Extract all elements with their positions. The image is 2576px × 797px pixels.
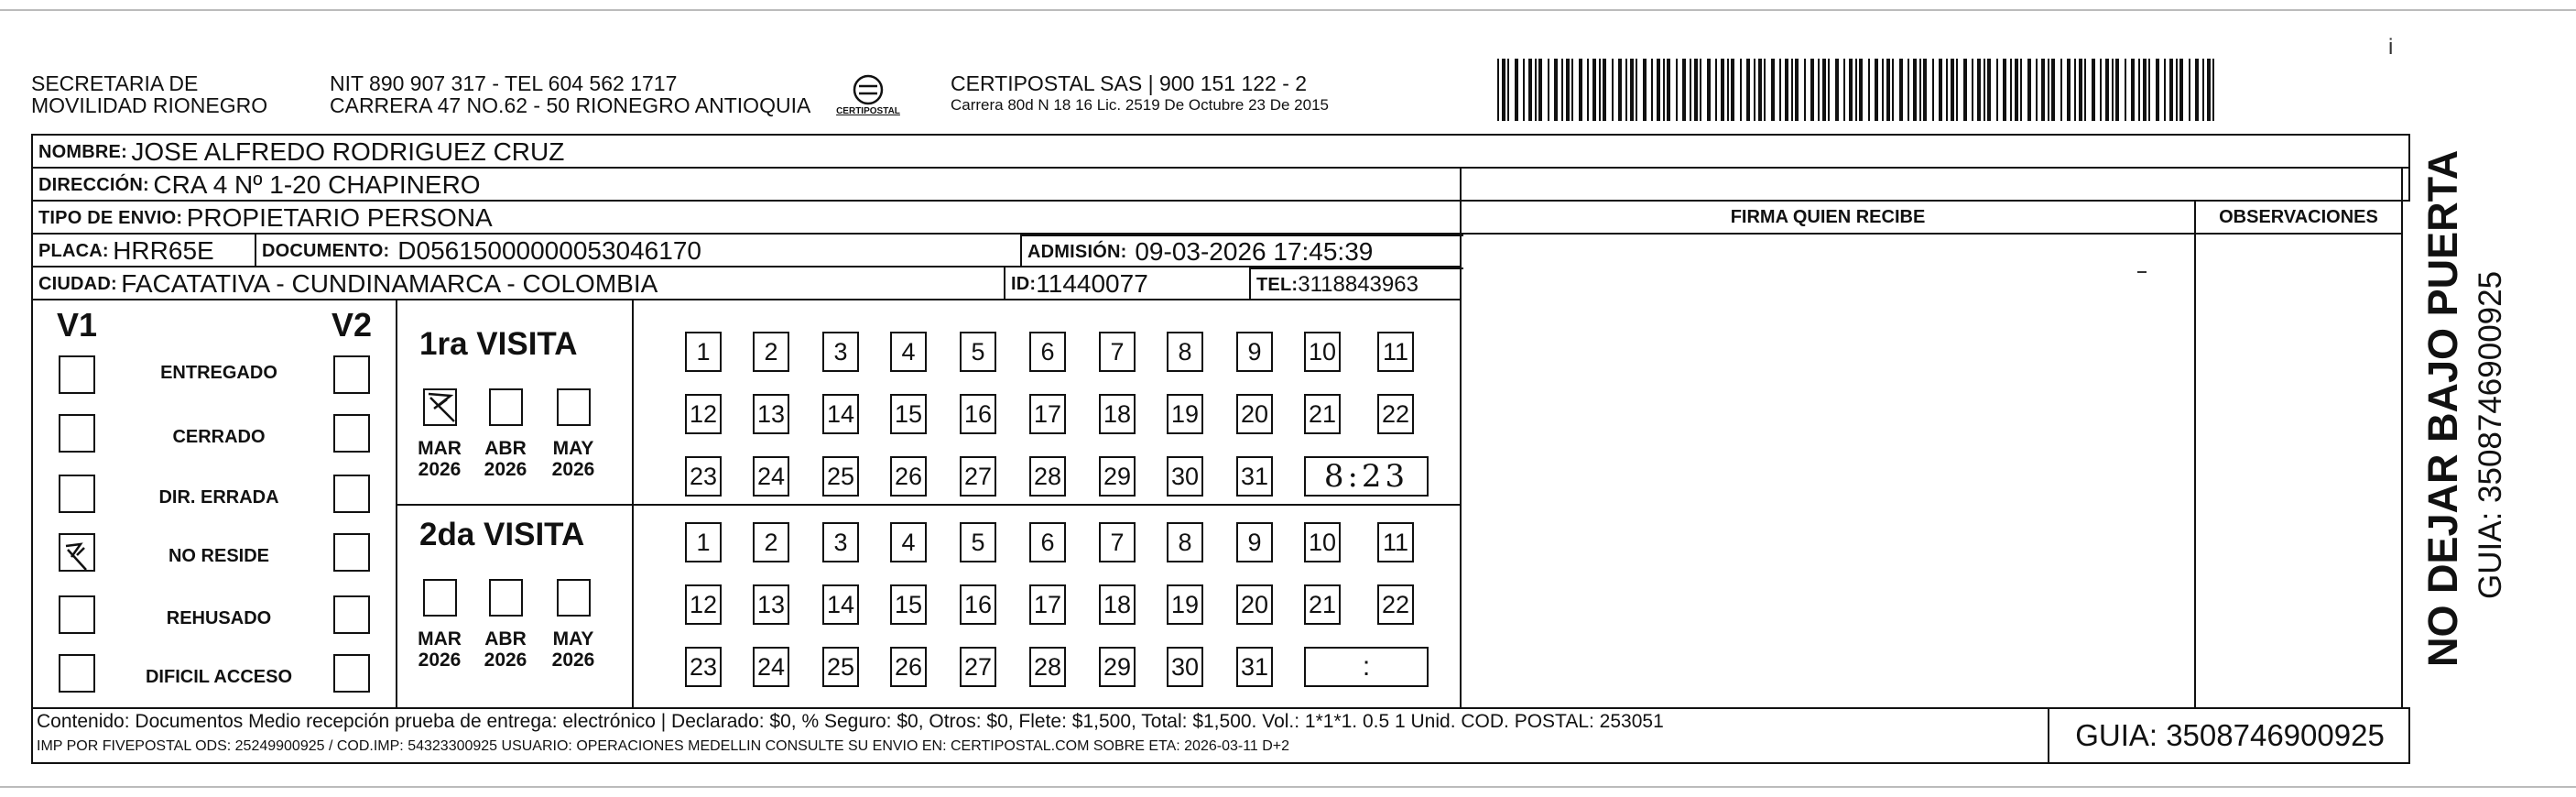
barcode-bar bbox=[1694, 59, 1698, 121]
visit1-day-box[interactable]: 13 bbox=[753, 394, 789, 434]
handwritten-check-mar-visit1 bbox=[423, 388, 460, 427]
visit2-time-box[interactable]: : bbox=[1304, 647, 1429, 687]
nombre-row bbox=[31, 136, 2410, 169]
documento-cell bbox=[255, 235, 1020, 267]
month-year: 2026 bbox=[551, 459, 595, 480]
visit2-day-box[interactable]: 11 bbox=[1377, 522, 1414, 562]
barcode-bar bbox=[1561, 59, 1563, 121]
barcode-bar bbox=[2176, 59, 2178, 121]
visit1-day-box[interactable]: 31 bbox=[1236, 456, 1273, 497]
barcode-bar bbox=[1804, 59, 1806, 121]
barcode-bar bbox=[2195, 59, 2199, 121]
barcode-bar bbox=[1599, 59, 1601, 121]
visit2-day-box[interactable]: 27 bbox=[960, 647, 996, 687]
ciudad-label: CIUDAD: bbox=[38, 273, 117, 294]
visit1-day-box[interactable]: 18 bbox=[1099, 394, 1136, 434]
bottom-edge-line bbox=[0, 786, 2576, 788]
barcode-bar bbox=[2131, 59, 2135, 121]
barcode-bar bbox=[1731, 59, 1734, 121]
barcode-bar bbox=[1636, 59, 1637, 121]
visit2-day-box[interactable]: 28 bbox=[1029, 647, 1066, 687]
barcode-bar bbox=[2027, 59, 2031, 121]
ciudad-cell bbox=[33, 267, 1004, 300]
visit2-day-box[interactable]: 8 bbox=[1167, 522, 1203, 562]
visit2-day-box[interactable]: 9 bbox=[1236, 522, 1273, 562]
certipostal-logo bbox=[831, 73, 905, 121]
barcode-bar bbox=[2036, 59, 2038, 121]
visit2-day-box[interactable]: 4 bbox=[890, 522, 927, 562]
visit-month-divider bbox=[632, 300, 634, 707]
visit1-day-box[interactable]: 5 bbox=[960, 332, 996, 372]
side-warning-text: NO DEJAR BAJO PUERTA bbox=[2419, 149, 2466, 667]
barcode-bar bbox=[1828, 59, 1830, 121]
visit1-day-box[interactable]: 8 bbox=[1167, 332, 1203, 372]
visit1-month-checkbox[interactable] bbox=[557, 388, 591, 426]
barcode-bar bbox=[1715, 59, 1717, 121]
status-v2-checkbox[interactable] bbox=[333, 654, 370, 693]
barcode-bar bbox=[1571, 59, 1573, 121]
barcode-bar bbox=[1612, 59, 1614, 121]
visit1-day-box[interactable]: 9 bbox=[1236, 332, 1273, 372]
visit1-day-box[interactable]: 19 bbox=[1167, 394, 1203, 434]
month-year: 2026 bbox=[551, 650, 595, 671]
visit2-day-box[interactable]: 5 bbox=[960, 522, 996, 562]
barcode-bar bbox=[2010, 59, 2012, 121]
visit1-day-box[interactable]: 14 bbox=[822, 394, 859, 434]
visit1-day-box[interactable]: 22 bbox=[1377, 394, 1414, 434]
admision-cell bbox=[1020, 235, 1463, 267]
barcode-bar bbox=[2003, 59, 2006, 121]
barcode-bar bbox=[2169, 59, 2173, 121]
visit1-day-box[interactable]: 27 bbox=[960, 456, 996, 497]
nombre-cell bbox=[33, 136, 2405, 169]
month-name: MAY bbox=[552, 438, 594, 459]
barcode-bar bbox=[1810, 59, 1814, 121]
barcode-bar bbox=[2212, 59, 2214, 121]
observaciones-label: OBSERVACIONES bbox=[2219, 206, 2378, 227]
barcode-bar bbox=[1939, 59, 1942, 121]
barcode-bar bbox=[1835, 59, 1839, 121]
firma-label: FIRMA QUIEN RECIBE bbox=[1730, 206, 1926, 227]
barcode-bar bbox=[1987, 59, 1991, 121]
direccion-cell bbox=[33, 169, 2405, 202]
barcode-bar bbox=[2156, 59, 2159, 121]
visit1-day-box[interactable]: 1 bbox=[685, 332, 722, 372]
barcode-bar bbox=[1963, 59, 1967, 121]
barcode-bar bbox=[1690, 59, 1691, 121]
status-label: DIFICIL ACCESO bbox=[145, 667, 292, 687]
month-name: MAR bbox=[418, 628, 462, 650]
barcode-bar bbox=[1707, 59, 1711, 121]
handwritten-check-no-reside bbox=[59, 539, 95, 577]
barcode-bar bbox=[2189, 59, 2190, 121]
tel-value: 3118843963 bbox=[1298, 272, 1418, 297]
barcode-bar bbox=[2092, 59, 2095, 121]
direccion-value: CRA 4 Nº 1-20 CHAPINERO bbox=[153, 170, 481, 199]
barcode-bar bbox=[1919, 59, 1921, 121]
visit2-day-box[interactable]: 15 bbox=[890, 584, 927, 625]
visit2-title: 2da VISITA bbox=[419, 517, 585, 552]
barcode-bar bbox=[1630, 59, 1634, 121]
visit1-day-box[interactable]: 6 bbox=[1029, 332, 1066, 372]
barcode-bar bbox=[2020, 59, 2022, 121]
barcode-bar bbox=[1700, 59, 1701, 121]
barcode-bar bbox=[2138, 59, 2140, 121]
admision-label: ADMISIÓN: bbox=[1027, 241, 1127, 262]
visit2-day-box[interactable]: 18 bbox=[1099, 584, 1136, 625]
barcode-bar bbox=[1908, 59, 1909, 121]
tel-label: TEL: bbox=[1256, 274, 1299, 295]
placa-value: HRR65E bbox=[113, 236, 214, 265]
placa-label: PLACA: bbox=[38, 240, 109, 261]
observaciones-header bbox=[2196, 202, 2401, 235]
barcode-bar bbox=[1855, 59, 1857, 121]
top-edge-line bbox=[0, 9, 2576, 11]
barcode-bar bbox=[1972, 59, 1973, 121]
barcode-bar bbox=[1946, 59, 1948, 121]
barcode-bar bbox=[1875, 59, 1878, 121]
barcode-bar bbox=[1785, 59, 1788, 121]
visit2-day-box[interactable]: 13 bbox=[753, 584, 789, 625]
visit2-day-box[interactable]: 10 bbox=[1304, 522, 1341, 562]
barcode-bar bbox=[1740, 59, 1742, 121]
barcode-bar bbox=[1587, 59, 1589, 121]
barcode-bar bbox=[1657, 59, 1660, 121]
visit1-day-box[interactable]: 17 bbox=[1029, 394, 1066, 434]
status-v1-checkbox[interactable] bbox=[59, 475, 95, 513]
id-label: ID: bbox=[1011, 273, 1037, 294]
org-name-line1: SECRETARIA DE bbox=[31, 71, 199, 95]
visit1-month-label bbox=[478, 438, 533, 480]
month-name: ABR bbox=[484, 438, 527, 459]
tipo-envio-cell bbox=[33, 202, 1452, 235]
barcode-bar bbox=[2105, 59, 2109, 121]
barcode bbox=[1497, 59, 2221, 121]
visit2-day-box[interactable]: 17 bbox=[1029, 584, 1066, 625]
barcode-bar bbox=[1882, 59, 1884, 121]
barcode-bar bbox=[1746, 59, 1750, 121]
barcode-bar bbox=[1515, 59, 1518, 121]
status-v1-checkbox[interactable] bbox=[59, 355, 95, 394]
barcode-bar bbox=[1771, 59, 1775, 121]
firma-stray-mark bbox=[2137, 271, 2147, 273]
direccion-label: DIRECCIÓN: bbox=[38, 174, 149, 195]
barcode-bar bbox=[1795, 59, 1799, 121]
barcode-bar bbox=[1663, 59, 1665, 121]
barcode-bar bbox=[2115, 59, 2119, 121]
visit2-day-box[interactable]: 12 bbox=[685, 584, 722, 625]
barcode-bar bbox=[1682, 59, 1686, 121]
barcode-bar bbox=[2048, 59, 2049, 121]
firma-header bbox=[1462, 202, 2196, 235]
right-frame-line bbox=[2401, 169, 2403, 707]
nit-line2: CARRERA 47 NO.62 - 50 RIONEGRO ANTIOQUIA bbox=[330, 93, 811, 117]
barcode-bar bbox=[1886, 59, 1890, 121]
barcode-bar bbox=[2079, 59, 2082, 121]
visit1-day-box[interactable]: 2 bbox=[753, 332, 789, 372]
visit1-day-box[interactable]: 3 bbox=[822, 332, 859, 372]
visit2-day-box[interactable]: 3 bbox=[822, 522, 859, 562]
visit2-day-box[interactable]: 2 bbox=[753, 522, 789, 562]
barcode-bar bbox=[1764, 59, 1766, 121]
direccion-row bbox=[31, 169, 2410, 202]
barcode-bar bbox=[2148, 59, 2150, 121]
barcode-bar bbox=[1754, 59, 1755, 121]
month-year: 2026 bbox=[484, 650, 527, 671]
visit2-month-checkbox[interactable] bbox=[489, 579, 523, 617]
barcode-bar bbox=[2179, 59, 2183, 121]
barcode-bar bbox=[2067, 59, 2071, 121]
visit2-day-box[interactable]: 1 bbox=[685, 522, 722, 562]
barcode-bar bbox=[2015, 59, 2018, 121]
barcode-bar bbox=[1868, 59, 1870, 121]
visit2-day-box[interactable]: 22 bbox=[1377, 584, 1414, 625]
barcode-bar bbox=[1603, 59, 1606, 121]
status-v2-checkbox[interactable] bbox=[333, 533, 370, 572]
visit2-day-box[interactable]: 6 bbox=[1029, 522, 1066, 562]
barcode-bar bbox=[1818, 59, 1820, 121]
barcode-bar bbox=[2074, 59, 2076, 121]
visit1-day-box[interactable]: 29 bbox=[1099, 456, 1136, 497]
barcode-bar bbox=[1507, 59, 1509, 121]
barcode-bar bbox=[1727, 59, 1729, 121]
status-label: CERRADO bbox=[172, 427, 266, 447]
placa-cell bbox=[33, 235, 255, 267]
visit2-month-label bbox=[478, 628, 533, 671]
barcode-bar bbox=[1843, 59, 1845, 121]
barcode-bar bbox=[2207, 59, 2211, 121]
barcode-bar bbox=[1913, 59, 1917, 121]
documento-label: DOCUMENTO: bbox=[262, 240, 390, 261]
visit2-day-box[interactable]: 23 bbox=[685, 647, 722, 687]
visit2-day-box[interactable]: 20 bbox=[1236, 584, 1273, 625]
tipo-envio-value: PROPIETARIO PERSONA bbox=[186, 203, 493, 232]
ciudad-row bbox=[31, 267, 1462, 300]
courier-line2: Carrera 80d N 18 16 Lic. 2519 De Octubre 23 De 2015 bbox=[951, 96, 1329, 114]
visit1-time-box[interactable]: 8:23 bbox=[1304, 456, 1429, 497]
barcode-bar bbox=[1548, 59, 1549, 121]
logo-text: CERTIPOSTAL bbox=[836, 106, 900, 116]
barcode-bar bbox=[1566, 59, 1570, 121]
barcode-bar bbox=[1779, 59, 1781, 121]
nit-line1: NIT 890 907 317 - TEL 604 562 1717 bbox=[330, 71, 678, 95]
month-name: MAY bbox=[552, 628, 594, 650]
barcode-bar bbox=[1923, 59, 1927, 121]
visit1-day-box[interactable]: 24 bbox=[753, 456, 789, 497]
status-v2-checkbox[interactable] bbox=[333, 355, 370, 394]
tipo-envio-label: TIPO DE ENVIO: bbox=[38, 207, 183, 228]
visit1-day-box[interactable]: 21 bbox=[1304, 394, 1341, 434]
footer-contenido: Contenido: Documentos Medio recepción prueba de entrega: electrónico | Declarado: $0, % Seguro: $0, Otros: $0, Flete: $1,500, Total: $1,500. Vol.: 1*1*1. 0.5 1 Unid. COD. POSTAL: 253051 bbox=[37, 711, 1664, 732]
visit1-day-box[interactable]: 26 bbox=[890, 456, 927, 497]
barcode-bar bbox=[1535, 59, 1537, 121]
month-year: 2026 bbox=[484, 459, 527, 480]
barcode-bar bbox=[1899, 59, 1903, 121]
barcode-bar bbox=[1859, 59, 1863, 121]
barcode-bar bbox=[1554, 59, 1558, 121]
visit1-day-box[interactable]: 4 bbox=[890, 332, 927, 372]
month-year: 2026 bbox=[418, 650, 462, 671]
barcode-bar bbox=[2112, 59, 2114, 121]
barcode-bar bbox=[1984, 59, 1985, 121]
barcode-bar bbox=[1618, 59, 1622, 121]
barcode-bar bbox=[1791, 59, 1793, 121]
status-label: ENTREGADO bbox=[160, 363, 277, 383]
status-label: NO RESIDE bbox=[168, 546, 270, 566]
visit1-day-box[interactable]: 23 bbox=[685, 456, 722, 497]
ciudad-value: FACATATIVA - CUNDINAMARCA - COLOMBIA bbox=[121, 269, 658, 298]
visit2-day-box[interactable]: 30 bbox=[1167, 647, 1203, 687]
id-cell bbox=[1004, 267, 1249, 300]
barcode-bar bbox=[1977, 59, 1981, 121]
barcode-bar bbox=[1822, 59, 1826, 121]
barcode-bar bbox=[1849, 59, 1853, 121]
barcode-bar bbox=[1625, 59, 1627, 121]
tel-cell bbox=[1249, 267, 1463, 300]
barcode-bar bbox=[1996, 59, 1998, 121]
admision-value: 09-03-2026 17:45:39 bbox=[1135, 237, 1374, 266]
footer-guia-box bbox=[2048, 707, 2410, 764]
footer-guia: GUIA: 3508746900925 bbox=[2075, 718, 2385, 752]
barcode-bar bbox=[1651, 59, 1653, 121]
visit1-day-box[interactable]: 15 bbox=[890, 394, 927, 434]
barcode-bar bbox=[2164, 59, 2166, 121]
status-v1-label: V1 bbox=[57, 306, 98, 344]
status-v2-label: V2 bbox=[332, 306, 373, 344]
status-v2-checkbox[interactable] bbox=[333, 595, 370, 634]
visit2-month-label bbox=[546, 628, 601, 671]
visit1-day-box[interactable]: 11 bbox=[1377, 332, 1414, 372]
placa-row bbox=[31, 235, 1462, 267]
barcode-bar bbox=[2125, 59, 2126, 121]
visit2-day-box[interactable]: 31 bbox=[1236, 647, 1273, 687]
barcode-bar bbox=[1579, 59, 1582, 121]
barcode-bar bbox=[2084, 59, 2086, 121]
visit2-day-box[interactable]: 26 bbox=[890, 647, 927, 687]
footer-imp: IMP POR FIVEPOSTAL ODS: 25249900925 / COD.IMP: 54323300925 USUARIO: OPERACIONES MEDELLIN CONSULTE SU ENVIO EN: CERTIPOSTAL.COM SOBRE ETA: 2026-03-11 D+2 bbox=[37, 738, 1290, 754]
tipo-envio-row bbox=[31, 202, 1462, 235]
month-year: 2026 bbox=[418, 459, 462, 480]
side-guia-text: GUIA: 3508746900925 bbox=[2473, 270, 2508, 599]
barcode-bar bbox=[1932, 59, 1934, 121]
barcode-bar bbox=[1528, 59, 1532, 121]
visit2-day-box[interactable]: 16 bbox=[960, 584, 996, 625]
barcode-bar bbox=[2143, 59, 2147, 121]
status-v1-checkbox[interactable] bbox=[59, 654, 95, 693]
barcode-bar bbox=[2051, 59, 2055, 121]
courier-line1: CERTIPOSTAL SAS | 900 151 122 - 2 bbox=[951, 71, 1308, 95]
barcode-bar bbox=[2202, 59, 2204, 121]
barcode-bar bbox=[1497, 59, 1499, 121]
nombre-value: JOSE ALFREDO RODRIGUEZ CRUZ bbox=[131, 137, 565, 166]
visit1-month-checkbox[interactable] bbox=[489, 388, 523, 426]
visit2-month-checkbox[interactable] bbox=[557, 579, 591, 617]
status-v2-checkbox[interactable] bbox=[333, 475, 370, 513]
documento-value: D05615000000053046170 bbox=[397, 236, 701, 265]
barcode-bar bbox=[1538, 59, 1542, 121]
barcode-bar bbox=[1951, 59, 1954, 121]
visit1-day-box[interactable]: 25 bbox=[822, 456, 859, 497]
corner-mark: i bbox=[2388, 35, 2394, 60]
visit2-day-box[interactable]: 21 bbox=[1304, 584, 1341, 625]
observaciones-area[interactable] bbox=[2196, 235, 2401, 707]
nombre-label: NOMBRE: bbox=[38, 141, 127, 162]
barcode-bar bbox=[1758, 59, 1762, 121]
visit1-day-box[interactable]: 28 bbox=[1029, 456, 1066, 497]
visit2-month-checkbox[interactable] bbox=[423, 579, 457, 617]
visit1-month-label bbox=[412, 438, 467, 480]
firma-area[interactable] bbox=[1462, 235, 2196, 707]
visit1-day-box[interactable]: 20 bbox=[1236, 394, 1273, 434]
visit-right-border bbox=[1460, 169, 1462, 707]
barcode-bar bbox=[2060, 59, 2062, 121]
month-name: ABR bbox=[484, 628, 527, 650]
visit1-day-box[interactable]: 12 bbox=[685, 394, 722, 434]
barcode-bar bbox=[1676, 59, 1678, 121]
month-name: MAR bbox=[418, 438, 462, 459]
visit2-month-label bbox=[412, 628, 467, 671]
barcode-bar bbox=[1643, 59, 1647, 121]
visit2-day-box[interactable]: 19 bbox=[1167, 584, 1203, 625]
barcode-bar bbox=[1523, 59, 1525, 121]
visit2-day-box[interactable]: 24 bbox=[753, 647, 789, 687]
status-v1-checkbox[interactable] bbox=[59, 414, 95, 453]
visit1-month-label bbox=[546, 438, 601, 480]
status-v2-checkbox[interactable] bbox=[333, 414, 370, 453]
visit2-day-box[interactable]: 7 bbox=[1099, 522, 1136, 562]
visit2-day-box[interactable]: 25 bbox=[822, 647, 859, 687]
visit1-day-box[interactable]: 16 bbox=[960, 394, 996, 434]
org-name-line2: MOVILIDAD RIONEGRO bbox=[31, 93, 268, 117]
barcode-bar bbox=[1956, 59, 1958, 121]
visit2-day-box[interactable]: 14 bbox=[822, 584, 859, 625]
barcode-bar bbox=[1502, 59, 1505, 121]
barcode-bar bbox=[1892, 59, 1894, 121]
barcode-bar bbox=[1721, 59, 1724, 121]
barcode-bar bbox=[1667, 59, 1670, 121]
id-value: 11440077 bbox=[1036, 269, 1148, 298]
barcode-bar bbox=[1592, 59, 1596, 121]
visit2-day-box[interactable]: 29 bbox=[1099, 647, 1136, 687]
status-label: DIR. ERRADA bbox=[158, 487, 279, 508]
status-v1-checkbox[interactable] bbox=[59, 595, 95, 634]
visit1-day-box[interactable]: 30 bbox=[1167, 456, 1203, 497]
barcode-bar bbox=[2100, 59, 2102, 121]
visit1-day-box[interactable]: 7 bbox=[1099, 332, 1136, 372]
visit1-title: 1ra VISITA bbox=[419, 326, 578, 362]
barcode-bar bbox=[2041, 59, 2045, 121]
visit1-day-box[interactable]: 10 bbox=[1304, 332, 1341, 372]
status-label: REHUSADO bbox=[166, 608, 272, 628]
